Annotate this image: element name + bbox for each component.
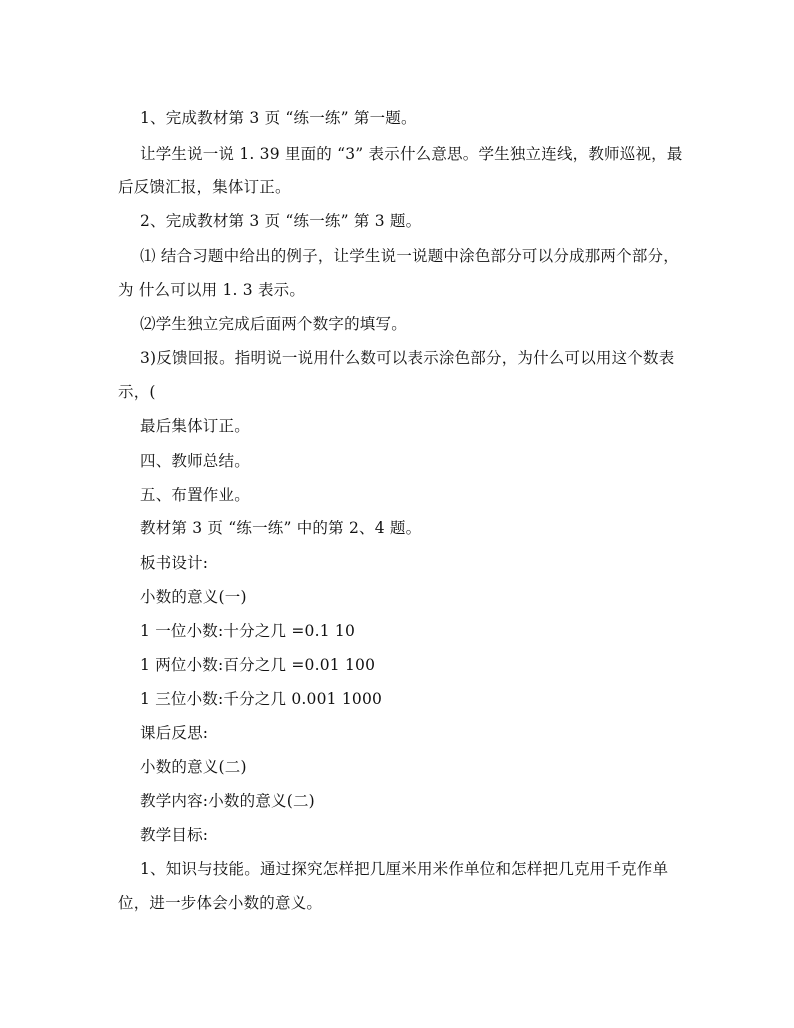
text-line-24: 位，进一步体会小数的意义。 xyxy=(118,894,323,912)
text-line-13: 教材第 3 页 “练一练” 中的第 2、4 题。 xyxy=(140,519,422,537)
text-line-21: 教学内容:小数的意义(二) xyxy=(140,792,315,810)
text-line-3: 后反馈汇报，集体订正。 xyxy=(118,178,291,196)
text-line-23: 1、知识与技能。通过探究怎样把几厘米用米作单位和怎样把几克用千克作单 xyxy=(140,860,669,878)
text-line-4: 2、完成教材第 3 页 “练一练” 第 3 题。 xyxy=(140,212,422,230)
text-line-12: 五、布置作业。 xyxy=(140,486,250,504)
text-line-11: 四、教师总结。 xyxy=(140,452,250,470)
text-line-2: 让学生说一说 1. 39 里面的 “3” 表示什么意思。学生独立连线，教师巡视，最 xyxy=(140,145,683,163)
text-line-6: 为 什么可以用 1. 3 表示。 xyxy=(118,281,306,299)
text-line-16: 1 一位小数:十分之几 =0.1 10 xyxy=(140,622,356,640)
text-line-5: ⑴ 结合习题中给出的例子，让学生说一说题中涂色部分可以分成那两个部分， xyxy=(140,247,679,265)
text-line-20: 小数的意义(二) xyxy=(140,758,247,776)
text-line-10: 最后集体订正。 xyxy=(140,417,250,435)
text-line-8: 3)反馈回报。指明说一说用什么数可以表示涂色部分，为什么可以用这个数表 xyxy=(140,349,675,367)
text-line-17: 1 两位小数:百分之几 =0.01 100 xyxy=(140,656,376,674)
text-line-9: 示，( xyxy=(118,383,156,401)
text-line-22: 教学目标: xyxy=(140,826,209,844)
text-line-1: 1、完成教材第 3 页 “练一练” 第一题。 xyxy=(140,109,417,127)
text-line-15: 小数的意义(一) xyxy=(140,588,247,606)
text-line-7: ⑵学生独立完成后面两个数字的填写。 xyxy=(140,315,407,333)
text-line-19: 课后反思: xyxy=(140,724,209,742)
text-line-14: 板书设计: xyxy=(140,554,209,572)
text-line-18: 1 三位小数:千分之几 0.001 1000 xyxy=(140,690,383,708)
